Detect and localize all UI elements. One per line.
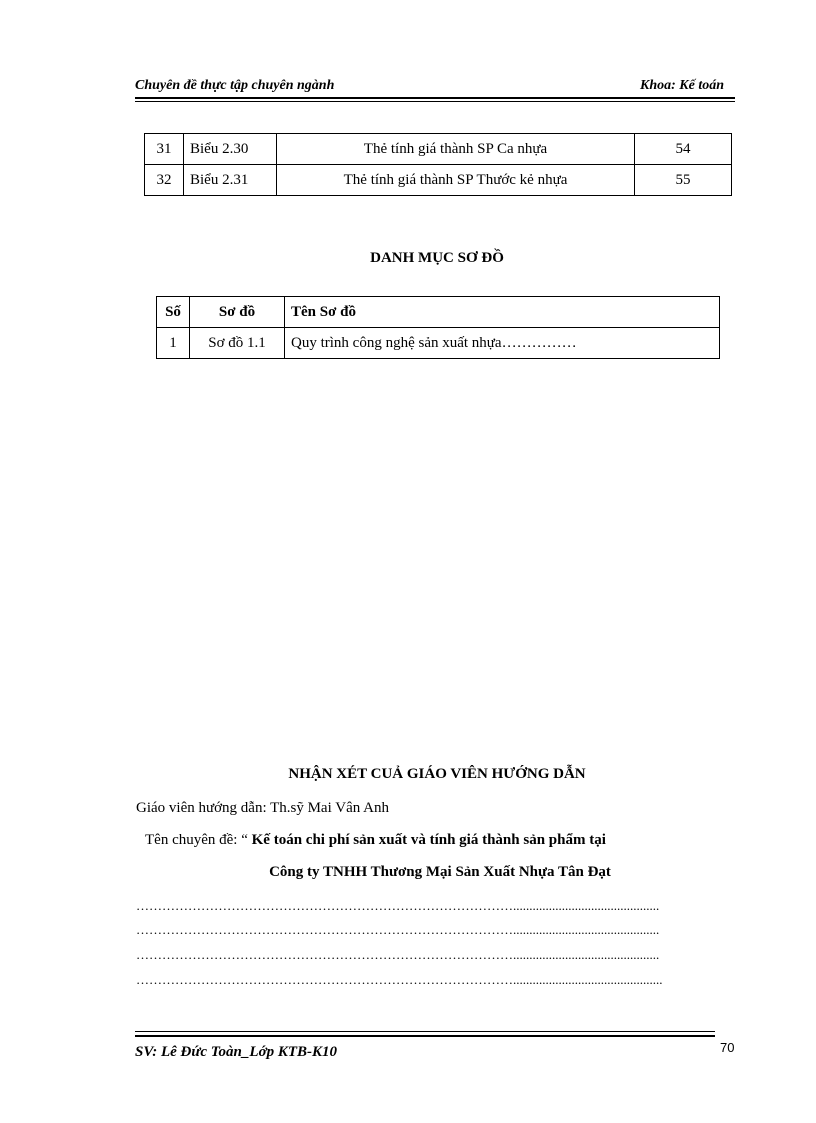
company-name: Công ty TNHH Thương Mại Sản Xuất Nhựa Tân Đạt	[269, 864, 611, 880]
row-number: 32	[145, 165, 184, 196]
row-name: Thẻ tính giá thành SP Ca nhựa	[277, 134, 635, 165]
header-rule-thin	[135, 101, 735, 102]
header-no: Số	[157, 297, 190, 328]
row-name: Quy trình công nghệ sản xuất nhựa……………	[285, 328, 720, 359]
header-name: Tên Sơ đồ	[285, 297, 720, 328]
row-page: 55	[635, 165, 732, 196]
topic-label: Tên chuyên đề: “	[145, 832, 252, 848]
header-right: Khoa: Kế toán	[639, 78, 724, 93]
page-number: 70	[720, 1040, 735, 1055]
bieu-table	[144, 133, 732, 196]
footer-student: SV: Lê Đức Toàn_Lớp KTB-K10	[135, 1044, 338, 1060]
row-name: Thẻ tính giá thành SP Thước kẻ nhựa	[277, 165, 635, 196]
header-left: Chuyên đề thực tập chuyên ngành	[135, 78, 335, 93]
row-code: Biểu 2.31	[184, 165, 277, 196]
so-do-section-title: DANH MỤC SƠ ĐỒ	[370, 250, 504, 266]
header-rule	[135, 97, 735, 99]
row-page: 54	[635, 134, 732, 165]
header-code: Sơ đồ	[190, 297, 285, 328]
review-title: NHẬN XÉT CUẢ GIÁO VIÊN HƯỚNG DẪN	[288, 766, 586, 782]
table-row	[145, 134, 732, 165]
table-row	[145, 165, 732, 196]
row-code: Sơ đồ 1.1	[190, 328, 285, 359]
dotted-line: …………………………………………………………………………….............................................	[136, 898, 660, 913]
dotted-line: ……………………………………………………………………………..............................................	[136, 972, 663, 987]
table-row	[157, 328, 720, 359]
row-number: 31	[145, 134, 184, 165]
topic-line	[145, 832, 606, 849]
row-number: 1	[157, 328, 190, 359]
dotted-line: …………………………………………………………………………….............................................	[136, 947, 660, 962]
advisor-line: Giáo viên hướng dẫn: Th.sỹ Mai Vân Anh	[136, 800, 389, 816]
topic-title: Kế toán chi phí sản xuất và tính giá thành sản phẩm tại	[251, 832, 606, 848]
row-code: Biểu 2.30	[184, 134, 277, 165]
so-do-table	[156, 296, 720, 359]
dotted-line: …………………………………………………………………………….............................................	[136, 922, 660, 937]
footer-rule	[135, 1035, 715, 1037]
table-header-row	[157, 297, 720, 328]
footer-rule-thin	[135, 1031, 715, 1032]
